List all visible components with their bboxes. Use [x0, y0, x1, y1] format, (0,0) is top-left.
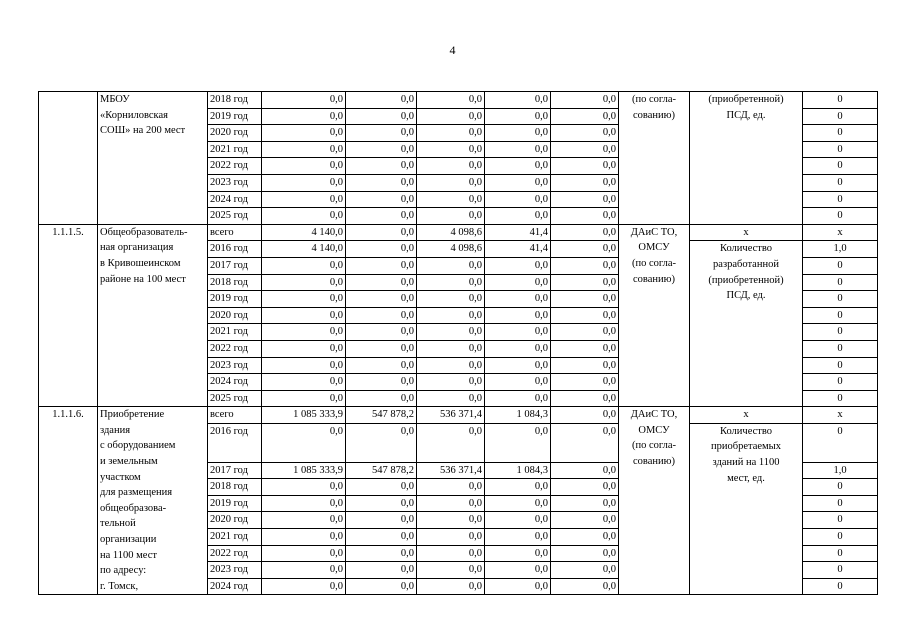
value-regional: 0,0 — [417, 274, 485, 291]
value-other: 0,0 — [551, 307, 619, 324]
value-total: 0,0 — [262, 208, 346, 225]
value-federal: 0,0 — [346, 125, 417, 142]
measure-name-line: и земельным — [100, 456, 158, 468]
year-cell: всего — [208, 407, 262, 424]
target-value: х — [803, 224, 878, 241]
executor-cell — [619, 407, 690, 595]
value-regional: 0,0 — [417, 92, 485, 109]
indicator-line: разработанной — [713, 258, 779, 270]
value-federal: 547 878,2 — [346, 407, 417, 424]
value-total: 0,0 — [262, 108, 346, 125]
target-value: 0 — [803, 390, 878, 407]
value-other: 0,0 — [551, 208, 619, 225]
measure-name-line: «Корниловская — [100, 109, 168, 121]
executor-line: ОМСУ — [638, 242, 670, 254]
value-total: 0,0 — [262, 125, 346, 142]
year-cell: 2020 год — [208, 307, 262, 324]
year-cell: 2017 год — [208, 462, 262, 479]
executor-line: сованию) — [633, 109, 675, 121]
target-value: 0 — [803, 479, 878, 496]
value-local: 0,0 — [485, 324, 551, 341]
value-local: 0,0 — [485, 578, 551, 595]
value-federal: 0,0 — [346, 291, 417, 308]
value-total: 0,0 — [262, 92, 346, 109]
table-row — [39, 224, 878, 241]
year-cell: 2025 год — [208, 208, 262, 225]
value-local: 41,4 — [485, 224, 551, 241]
value-other: 0,0 — [551, 512, 619, 529]
measure-name-line: г. Томск, — [100, 580, 139, 592]
measure-name-line: СОШ» на 200 мест — [100, 125, 186, 137]
value-other: 0,0 — [551, 545, 619, 562]
value-local: 41,4 — [485, 241, 551, 258]
value-federal: 0,0 — [346, 307, 417, 324]
value-regional: 0,0 — [417, 512, 485, 529]
measure-name-line: по адресу: — [100, 565, 147, 577]
target-value: 0 — [803, 545, 878, 562]
value-other: 0,0 — [551, 562, 619, 579]
value-regional: 0,0 — [417, 374, 485, 391]
value-local: 0,0 — [485, 423, 551, 462]
value-other: 0,0 — [551, 274, 619, 291]
value-federal: 0,0 — [346, 423, 417, 462]
value-federal: 0,0 — [346, 545, 417, 562]
year-cell: 2019 год — [208, 108, 262, 125]
value-federal: 0,0 — [346, 174, 417, 191]
value-total: 0,0 — [262, 562, 346, 579]
target-value: 0 — [803, 174, 878, 191]
target-value: 0 — [803, 141, 878, 158]
value-federal: 0,0 — [346, 191, 417, 208]
year-cell: 2020 год — [208, 512, 262, 529]
measure-name-line: на 1100 мест — [100, 549, 157, 561]
value-local: 0,0 — [485, 158, 551, 175]
value-federal: 0,0 — [346, 495, 417, 512]
target-value: 0 — [803, 291, 878, 308]
program-table — [38, 91, 878, 595]
value-total: 0,0 — [262, 390, 346, 407]
target-value: 1,0 — [803, 462, 878, 479]
target-value: 0 — [803, 307, 878, 324]
value-federal: 0,0 — [346, 158, 417, 175]
value-regional: 0,0 — [417, 357, 485, 374]
executor-line: сованию) — [633, 456, 675, 468]
value-other: 0,0 — [551, 92, 619, 109]
measure-name-line: для размещения — [100, 487, 173, 499]
value-local: 0,0 — [485, 390, 551, 407]
value-local: 0,0 — [485, 92, 551, 109]
indicator-line: зданий на 1100 — [712, 457, 780, 469]
value-total: 0,0 — [262, 578, 346, 595]
value-regional: 4 098,6 — [417, 224, 485, 241]
value-regional: 0,0 — [417, 390, 485, 407]
year-cell: 2016 год — [208, 423, 262, 462]
executor-line: ДАиС ТО, — [630, 226, 678, 238]
value-regional: 0,0 — [417, 191, 485, 208]
target-value: х — [803, 407, 878, 424]
value-local: 0,0 — [485, 291, 551, 308]
value-other: 0,0 — [551, 357, 619, 374]
value-federal: 0,0 — [346, 324, 417, 341]
row-index: 1.1.1.6. — [39, 407, 98, 595]
target-value: 0 — [803, 357, 878, 374]
value-regional: 0,0 — [417, 340, 485, 357]
indicator-line: (приобретенной) — [708, 94, 784, 105]
value-regional: 0,0 — [417, 324, 485, 341]
value-federal: 0,0 — [346, 479, 417, 496]
executor-line: ДАиС ТО, — [630, 409, 678, 421]
value-local: 0,0 — [485, 529, 551, 546]
measure-name — [98, 92, 208, 225]
value-local: 0,0 — [485, 357, 551, 374]
value-total: 4 140,0 — [262, 241, 346, 258]
value-regional: 0,0 — [417, 257, 485, 274]
row-index: 1.1.1.5. — [39, 224, 98, 407]
value-regional: 0,0 — [417, 529, 485, 546]
value-local: 0,0 — [485, 479, 551, 496]
value-other: 0,0 — [551, 529, 619, 546]
value-regional: 0,0 — [417, 108, 485, 125]
measure-name — [98, 224, 208, 407]
table-row — [39, 407, 878, 424]
value-local: 0,0 — [485, 545, 551, 562]
indicator-cell — [690, 241, 803, 407]
value-other: 0,0 — [551, 324, 619, 341]
executor-cell — [619, 224, 690, 407]
value-other: 0,0 — [551, 174, 619, 191]
value-total: 0,0 — [262, 479, 346, 496]
value-federal: 547 878,2 — [346, 462, 417, 479]
value-total: 0,0 — [262, 274, 346, 291]
value-total: 0,0 — [262, 257, 346, 274]
value-federal: 0,0 — [346, 529, 417, 546]
value-total: 0,0 — [262, 495, 346, 512]
value-total: 0,0 — [262, 423, 346, 462]
year-cell: 2019 год — [208, 495, 262, 512]
value-total: 4 140,0 — [262, 224, 346, 241]
indicator-x: х — [690, 224, 803, 241]
value-other: 0,0 — [551, 108, 619, 125]
measure-name-line: Общеобразователь- — [100, 226, 188, 238]
value-other: 0,0 — [551, 141, 619, 158]
year-cell: 2025 год — [208, 390, 262, 407]
measure-name-line: организации — [100, 534, 157, 546]
year-cell: 2022 год — [208, 545, 262, 562]
value-other: 0,0 — [551, 374, 619, 391]
value-local: 0,0 — [485, 191, 551, 208]
year-cell: 2023 год — [208, 174, 262, 191]
value-total: 0,0 — [262, 324, 346, 341]
value-total: 0,0 — [262, 374, 346, 391]
target-value: 0 — [803, 324, 878, 341]
value-total: 0,0 — [262, 307, 346, 324]
value-federal: 0,0 — [346, 92, 417, 109]
executor-line: (по согла- — [631, 94, 677, 105]
measure-name-line: ная организация — [100, 242, 174, 254]
value-other: 0,0 — [551, 423, 619, 462]
year-cell: 2021 год — [208, 141, 262, 158]
value-total: 0,0 — [262, 291, 346, 308]
table-row — [39, 92, 878, 109]
target-value: 0 — [803, 512, 878, 529]
executor-line: (по согла- — [631, 257, 677, 269]
target-value: 0 — [803, 562, 878, 579]
value-other: 0,0 — [551, 479, 619, 496]
measure-name — [98, 407, 208, 595]
value-total: 0,0 — [262, 191, 346, 208]
value-regional: 0,0 — [417, 495, 485, 512]
year-cell: 2018 год — [208, 92, 262, 109]
value-regional: 0,0 — [417, 562, 485, 579]
value-regional: 0,0 — [417, 545, 485, 562]
year-cell: 2023 год — [208, 357, 262, 374]
value-other: 0,0 — [551, 241, 619, 258]
value-total: 0,0 — [262, 141, 346, 158]
measure-name-line: тельной — [100, 518, 136, 530]
value-other: 0,0 — [551, 340, 619, 357]
executor-cell — [619, 92, 690, 225]
value-federal: 0,0 — [346, 374, 417, 391]
value-regional: 536 371,4 — [417, 462, 485, 479]
value-regional: 0,0 — [417, 174, 485, 191]
year-cell: 2024 год — [208, 578, 262, 595]
value-regional: 0,0 — [417, 578, 485, 595]
year-cell: 2022 год — [208, 158, 262, 175]
value-local: 0,0 — [485, 208, 551, 225]
year-cell: 2020 год — [208, 125, 262, 142]
measure-name-line: с оборудованием — [100, 440, 176, 452]
measure-name-line: здания — [100, 424, 131, 436]
row-index — [39, 92, 98, 225]
target-value: 0 — [803, 340, 878, 357]
value-other: 0,0 — [551, 257, 619, 274]
value-other: 0,0 — [551, 158, 619, 175]
value-total: 0,0 — [262, 174, 346, 191]
indicator-line: приобретаемых — [711, 441, 781, 453]
value-regional: 0,0 — [417, 158, 485, 175]
target-value: 0 — [803, 257, 878, 274]
value-local: 0,0 — [485, 495, 551, 512]
executor-line: ОМСУ — [638, 424, 670, 436]
value-regional: 0,0 — [417, 423, 485, 462]
year-cell: 2023 год — [208, 562, 262, 579]
value-total: 0,0 — [262, 529, 346, 546]
year-cell: 2018 год — [208, 479, 262, 496]
year-cell: 2021 год — [208, 529, 262, 546]
value-federal: 0,0 — [346, 208, 417, 225]
year-cell: 2016 год — [208, 241, 262, 258]
value-total: 0,0 — [262, 340, 346, 357]
indicator-line: ПСД, ед. — [726, 109, 766, 121]
value-regional: 536 371,4 — [417, 407, 485, 424]
value-local: 0,0 — [485, 257, 551, 274]
year-cell: 2018 год — [208, 274, 262, 291]
value-local: 0,0 — [485, 562, 551, 579]
year-cell: 2021 год — [208, 324, 262, 341]
value-federal: 0,0 — [346, 224, 417, 241]
indicator-line: Количество — [719, 425, 773, 437]
value-other: 0,0 — [551, 495, 619, 512]
value-total: 1 085 333,9 — [262, 462, 346, 479]
measure-name-line: Приобретение — [100, 409, 165, 421]
value-federal: 0,0 — [346, 390, 417, 407]
measure-name-line: общеобразова- — [100, 502, 167, 514]
year-cell: 2024 год — [208, 374, 262, 391]
value-local: 1 084,3 — [485, 462, 551, 479]
page-number: 4 — [449, 43, 456, 57]
value-federal: 0,0 — [346, 340, 417, 357]
year-cell: 2022 год — [208, 340, 262, 357]
value-federal: 0,0 — [346, 141, 417, 158]
target-value: 0 — [803, 423, 878, 462]
value-local: 1 084,3 — [485, 407, 551, 424]
value-local: 0,0 — [485, 174, 551, 191]
value-other: 0,0 — [551, 291, 619, 308]
target-value: 0 — [803, 158, 878, 175]
executor-line: (по согла- — [631, 440, 677, 452]
target-value: 0 — [803, 191, 878, 208]
year-cell: 2024 год — [208, 191, 262, 208]
value-regional: 0,0 — [417, 141, 485, 158]
value-other: 0,0 — [551, 125, 619, 142]
value-regional: 0,0 — [417, 208, 485, 225]
target-value: 0 — [803, 374, 878, 391]
value-local: 0,0 — [485, 374, 551, 391]
value-total: 1 085 333,9 — [262, 407, 346, 424]
measure-name-line: МБОУ — [100, 94, 130, 105]
target-value: 0 — [803, 92, 878, 109]
value-federal: 0,0 — [346, 512, 417, 529]
value-federal: 0,0 — [346, 562, 417, 579]
value-other: 0,0 — [551, 390, 619, 407]
value-total: 0,0 — [262, 158, 346, 175]
year-cell: всего — [208, 224, 262, 241]
value-local: 0,0 — [485, 512, 551, 529]
target-value: 0 — [803, 578, 878, 595]
value-local: 0,0 — [485, 274, 551, 291]
value-local: 0,0 — [485, 141, 551, 158]
value-regional: 4 098,6 — [417, 241, 485, 258]
value-total: 0,0 — [262, 512, 346, 529]
target-value: 0 — [803, 274, 878, 291]
value-other: 0,0 — [551, 191, 619, 208]
value-local: 0,0 — [485, 340, 551, 357]
indicator-line: Количество — [719, 243, 773, 255]
value-total: 0,0 — [262, 357, 346, 374]
target-value: 0 — [803, 208, 878, 225]
value-local: 0,0 — [485, 125, 551, 142]
value-other: 0,0 — [551, 224, 619, 241]
value-other: 0,0 — [551, 407, 619, 424]
value-local: 0,0 — [485, 307, 551, 324]
executor-line: сованию) — [633, 273, 675, 285]
value-other: 0,0 — [551, 578, 619, 595]
target-value: 1,0 — [803, 241, 878, 258]
target-value: 0 — [803, 108, 878, 125]
value-regional: 0,0 — [417, 291, 485, 308]
target-value: 0 — [803, 125, 878, 142]
value-regional: 0,0 — [417, 307, 485, 324]
value-local: 0,0 — [485, 108, 551, 125]
value-federal: 0,0 — [346, 241, 417, 258]
value-other: 0,0 — [551, 462, 619, 479]
value-total: 0,0 — [262, 545, 346, 562]
value-federal: 0,0 — [346, 274, 417, 291]
indicator-cell — [690, 423, 803, 595]
indicator-line: (приобретенной) — [708, 274, 784, 286]
value-federal: 0,0 — [346, 357, 417, 374]
target-value: 0 — [803, 529, 878, 546]
value-federal: 0,0 — [346, 257, 417, 274]
measure-name-line: в Кривошеинском — [100, 257, 181, 269]
value-regional: 0,0 — [417, 479, 485, 496]
indicator-cell — [690, 92, 803, 225]
value-federal: 0,0 — [346, 108, 417, 125]
value-regional: 0,0 — [417, 125, 485, 142]
indicator-line: мест, ед. — [727, 472, 765, 484]
indicator-x: х — [690, 407, 803, 424]
year-cell: 2019 год — [208, 291, 262, 308]
measure-name-line: участком — [100, 471, 141, 483]
indicator-line: ПСД, ед. — [726, 290, 766, 302]
target-value: 0 — [803, 495, 878, 512]
measure-name-line: районе на 100 мест — [100, 273, 186, 285]
year-cell: 2017 год — [208, 257, 262, 274]
value-federal: 0,0 — [346, 578, 417, 595]
table-body — [39, 92, 878, 595]
